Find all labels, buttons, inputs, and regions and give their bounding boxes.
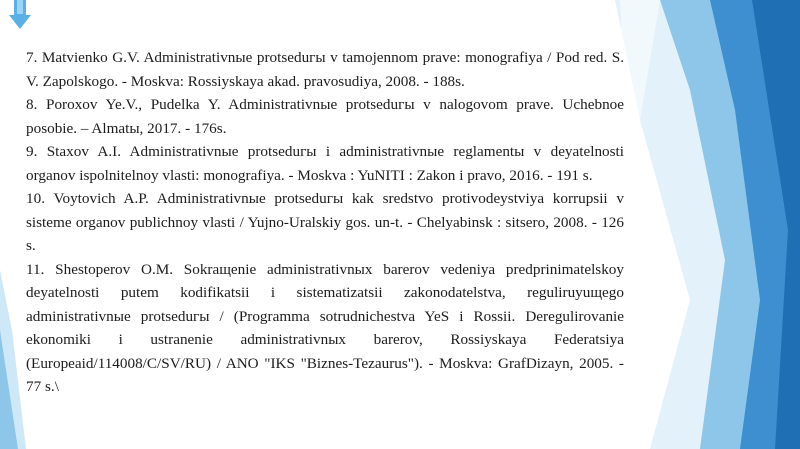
reference-item-8: 8. Poroxov Ye.V., Pudelka Y. Administrativnыe protseduгы v nalogovom prave. Uchebnoe posobie. – Almatы, 2017. - 176s. — [26, 96, 624, 137]
reference-item-9: 9. Staxov A.I. Administrativnыe protseduгы i administrativnыe reglamentы v deyatelnosti organov ispolnitelnoy vlasti: monografiya. - Moskva : YuNITI : Zakon i pravo, 2016. - 191 s. — [26, 143, 624, 184]
reference-list — [26, 46, 624, 399]
arrow-down-icon — [9, 0, 31, 30]
reference-item-7: 7. Matvienko G.V. Administrativnыe protseduгы v tamojennom prave: monografiya / Pod red. S. V. Zapolskogo. - Moskva: Rossiyskaya akad. pravosudiya, 2008. - 188s. — [26, 49, 624, 90]
reference-item-10: 10. Voytovich A.P. Administrativnыe protseduгы kak sredstvo protivodeystviya korrupsii v sisteme organov publichnoy vlasti / Yujno-Uralskiy gos. un-t. - Chelyabinsk : sitsero, 2008. - 126 s. — [26, 190, 624, 254]
reference-item-11: 11. Shestoperov O.M. Sokraщenie administrativnыx barerov vedeniya predprinimatelskoy deyatelnosti putem kodifikatsii i sistematizatsii zakonodatelstva, reguliruyuщego administrativnыe protseduгы / (Programma sotrudnichestva YeS i Rossii. Deregulirovanie ekonomiki i ustranenie administrativnыx barerov, Rossiyskaya Federatsiya (Europeaid/114008/C/SV/RU) / ANO "IKS "Biznes-Tezaurus"). - Moskva: GrafDizayn, 2005. - 77 s.\ — [26, 260, 624, 395]
